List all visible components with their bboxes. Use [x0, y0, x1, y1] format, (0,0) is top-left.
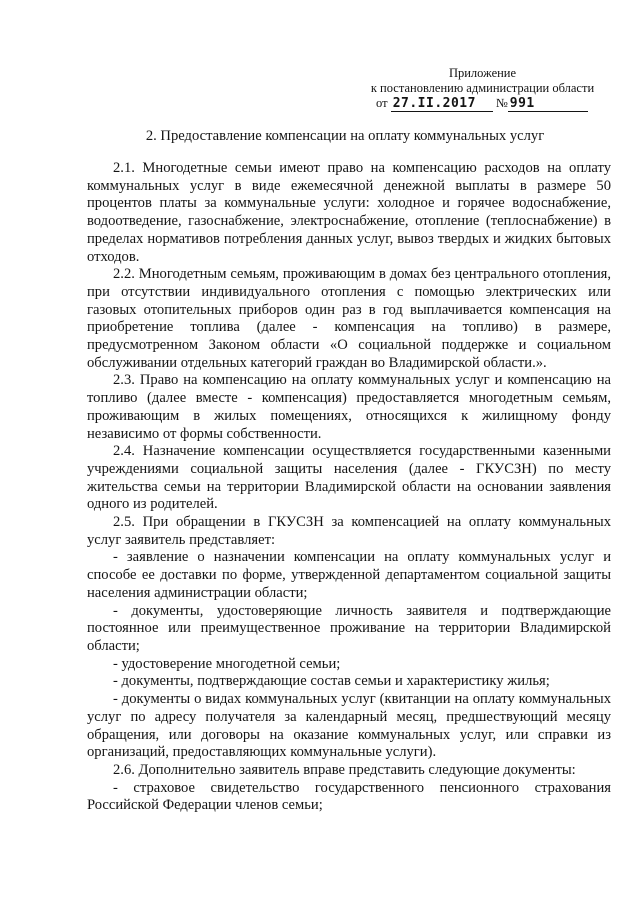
paragraph: - документы, удостоверяющие личность заявителя и подтверждающие постоянное или преимущественное проживание на территории Владимирской области;: [87, 602, 611, 654]
number-value: 991: [509, 96, 535, 111]
date-field: [391, 96, 493, 112]
paragraph: 2.3. Право на компенсацию на оплату коммунальных услуг и компенсацию на топливо (далее вместе - компенсация) предоставляется многодетным семьям, проживающим в жилых помещениях, относящихся к жилищному фонду независимо от формы собственности.: [87, 372, 611, 442]
appendix-date-line: [360, 96, 605, 112]
paragraph: 2.1. Многодетные семьи имеют право на компенсацию расходов на оплату коммунальных услуг в виде ежемесячной денежной выплаты в размере 50 процентов платы за коммунальные услуги: холодное и горячее водоснабжение, водоотведение, газоснабжение, электроснабжение, отопление (теплоснабжение) в пределах нормативов потребления данных услуг, вывоз твердых и жидких бытовых отходов.: [87, 160, 611, 265]
appendix-subtitle: к постановлению администрации области: [370, 81, 595, 95]
paragraph: - заявление о назначении компенсации на оплату коммунальных услуг и способе ее доставки по форме, утвержденной департаментом социальной защиты населения администрации области;: [87, 549, 611, 601]
number-prefix: №: [495, 96, 508, 110]
paragraph: 2.5. При обращении в ГКУСЗН за компенсацией на оплату коммунальных услуг заявитель представляет:: [87, 514, 611, 548]
date-prefix: от: [376, 96, 388, 110]
paragraph: - удостоверение многодетной семьи;: [113, 655, 341, 672]
number-field: [508, 96, 588, 112]
date-value: 27.II.2017: [392, 96, 476, 111]
section-title: 2. Предоставление компенсации на оплату коммунальных услуг: [145, 128, 545, 144]
paragraph: - документы о видах коммунальных услуг (квитанции на оплату коммунальных услуг по адресу получателя за календарный месяц, предшествующий месяцу обращения, или договоры на оказание коммунальных услуг, или справки из организаций, предоставляющих коммунальные услуги).: [87, 691, 611, 761]
appendix-header: [360, 66, 605, 112]
paragraph: 2.4. Назначение компенсации осуществляется государственными казенными учреждениями социальной защиты населения (далее - ГКУСЗН) по месту жительства семьи на территории Владимирской области на основании заявления одного из родителей.: [87, 443, 611, 513]
paragraph: 2.2. Многодетным семьям, проживающим в домах без центрального отопления, при отсутствии индивидуального отопления с помощью электрических или газовых отопительных приборов один раз в год выплачивается компенсация на приобретение топлива (далее - компенсация на топливо) в размере, предусмотренном Законом области «О социальной поддержке и социальном обслуживании отдельных категорий граждан во Владимирской области.».: [87, 266, 611, 371]
paragraph: - документы, подтверждающие состав семьи и характеристику жилья;: [113, 673, 550, 690]
document-body: [87, 160, 611, 815]
appendix-title: Приложение: [448, 66, 517, 80]
paragraph: 2.6. Дополнительно заявитель вправе представить следующие документы:: [113, 761, 576, 778]
paragraph: - страховое свидетельство государственного пенсионного страхования Российской Федерации членов семьи;: [87, 779, 611, 814]
